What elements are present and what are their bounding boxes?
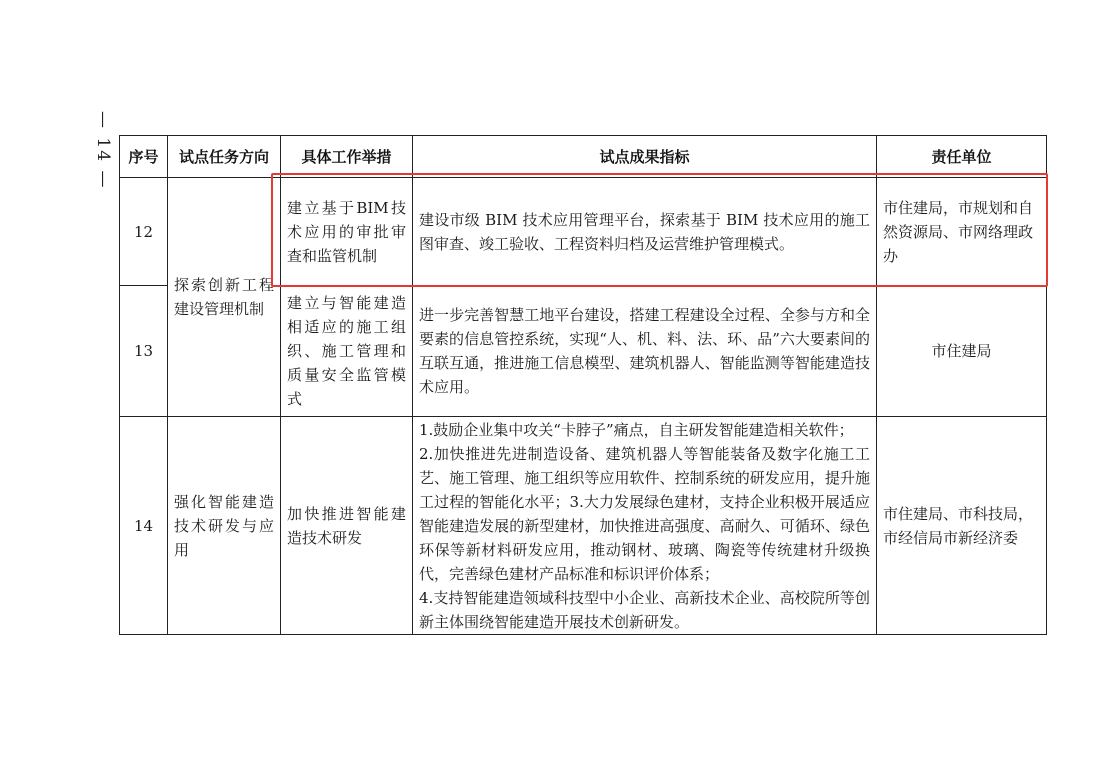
row-serial: 13: [120, 286, 168, 417]
table-row: [120, 178, 1047, 286]
row-measure: 加快推进智能建造技术研发: [281, 417, 413, 635]
row-direction: 探索创新工程建设管理机制: [168, 178, 281, 417]
row-measure: 建立与智能建造相适应的施工组织、施工管理和质量安全监管模式: [281, 286, 413, 417]
header-serial: 序号: [120, 136, 168, 178]
row-measure: 建立基于BIM技术应用的审批审查和监管机制: [281, 178, 413, 286]
indicator-item: 2.加快推进先进制造设备、建筑机器人等智能装备及数字化施工工艺、施工管理、施工组织等应用软件、控制系统的研发应用，提升施工过程的智能化水平；3.大力发展绿色建材，支持企业积极开展适应智能建造发展的新型建材，加快推进高强度、高耐久、可循环、绿色环保等新材料研发应用，推动钢材、玻璃、陶瓷等传统建材升级换代，完善绿色建材产品标准和标识评价体系；: [419, 444, 870, 583]
header-direction: 试点任务方向: [168, 136, 281, 178]
pilot-task-table: [119, 135, 1047, 635]
row-indicator: [413, 178, 877, 286]
table-row: [120, 417, 1047, 635]
row-direction: 强化智能建造技术研发与应用: [168, 417, 281, 635]
row-unit: 市住建局: [877, 286, 1047, 417]
header-measure: 具体工作举措: [281, 136, 413, 178]
row-indicator: [413, 417, 877, 635]
indicator-item: 1.鼓励企业集中攻关“卡脖子”痛点，自主研发智能建造相关软件；: [419, 420, 854, 439]
indicator-text: 进一步完善智慧工地平台建设，搭建工程建设全过程、全参与方和全要素的信息管控系统，实现“人、机、料、法、环、品”六大要素间的互联互通，推进施工信息模型、建筑机器人、智能监测等智能建造技术应用。: [419, 306, 870, 396]
row-serial: 12: [120, 178, 168, 286]
page-number: — 14 —: [93, 110, 113, 190]
row-serial: 14: [120, 417, 168, 635]
header-unit: 责任单位: [877, 136, 1047, 178]
row-unit: 市住建局、市科技局，市经信局市新经济委: [877, 417, 1047, 635]
indicator-text: 建设市级 BIM 技术应用管理平台，探索基于 BIM 技术应用的施工图审查、竣工验收、工程资料归档及运营维护管理模式。: [419, 210, 870, 253]
table-header-row: [120, 136, 1047, 178]
row-unit: 市住建局，市规划和自然资源局、市网络理政办: [877, 178, 1047, 286]
header-indicator: 试点成果指标: [413, 136, 877, 178]
row-indicator: [413, 286, 877, 417]
indicator-item: 4.支持智能建造领域科技型中小企业、高新技术企业、高校院所等创新主体围绕智能建造开展技术创新研发。: [419, 588, 870, 631]
